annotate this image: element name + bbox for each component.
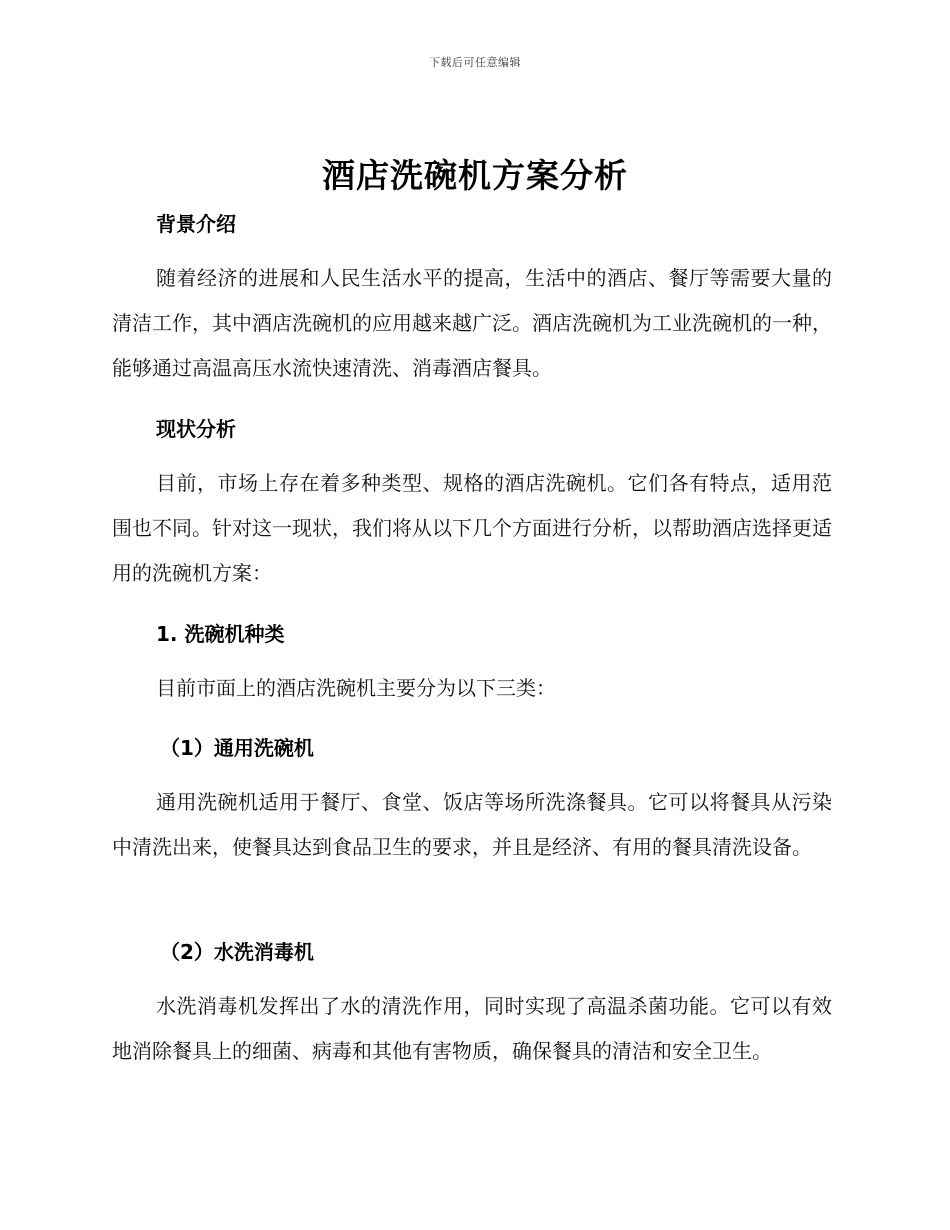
section-heading-background: 背景介绍 (156, 212, 236, 236)
paragraph-background: 随着经济的进展和人民生活水平的提高，生活中的酒店、餐厅等需要大量的清洁工作，其中酒店洗碗机的应用越来越广泛。酒店洗碗机为工业洗碗机的一种，能够通过高温高压水流快速清洗、消毒酒店餐具。 (112, 266, 832, 380)
subheading-general-dishwasher: （1）通用洗碗机 (160, 736, 314, 760)
paragraph-disinfect-machine: 水洗消毒机发挥出了水的清洗作用，同时实现了高温杀菌功能。它可以有效地消除餐具上的细菌、病毒和其他有害物质，确保餐具的清洁和安全卫生。 (112, 994, 832, 1063)
section-heading-status: 现状分析 (156, 417, 236, 441)
paragraph-general-dishwasher: 通用洗碗机适用于餐厅、食堂、饭店等场所洗涤餐具。它可以将餐具从污染中清洗出来，使餐具达到食品卫生的要求，并且是经济、有用的餐具清洗设备。 (112, 790, 832, 859)
paragraph-status: 目前，市场上存在着多种类型、规格的酒店洗碗机。它们各有特点，适用范围也不同。针对这一现状，我们将从以下几个方面进行分析，以帮助酒店选择更适用的洗碗机方案： (112, 471, 832, 585)
header-note: 下载后可任意编辑 (429, 56, 521, 69)
section-heading-types: 1. 洗碗机种类 (156, 622, 285, 646)
page-title: 酒店洗碗机方案分析 (322, 156, 628, 195)
subheading-disinfect-machine: （2）水洗消毒机 (160, 940, 314, 964)
paragraph-types-intro: 目前市面上的酒店洗碗机主要分为以下三类： (156, 676, 556, 700)
